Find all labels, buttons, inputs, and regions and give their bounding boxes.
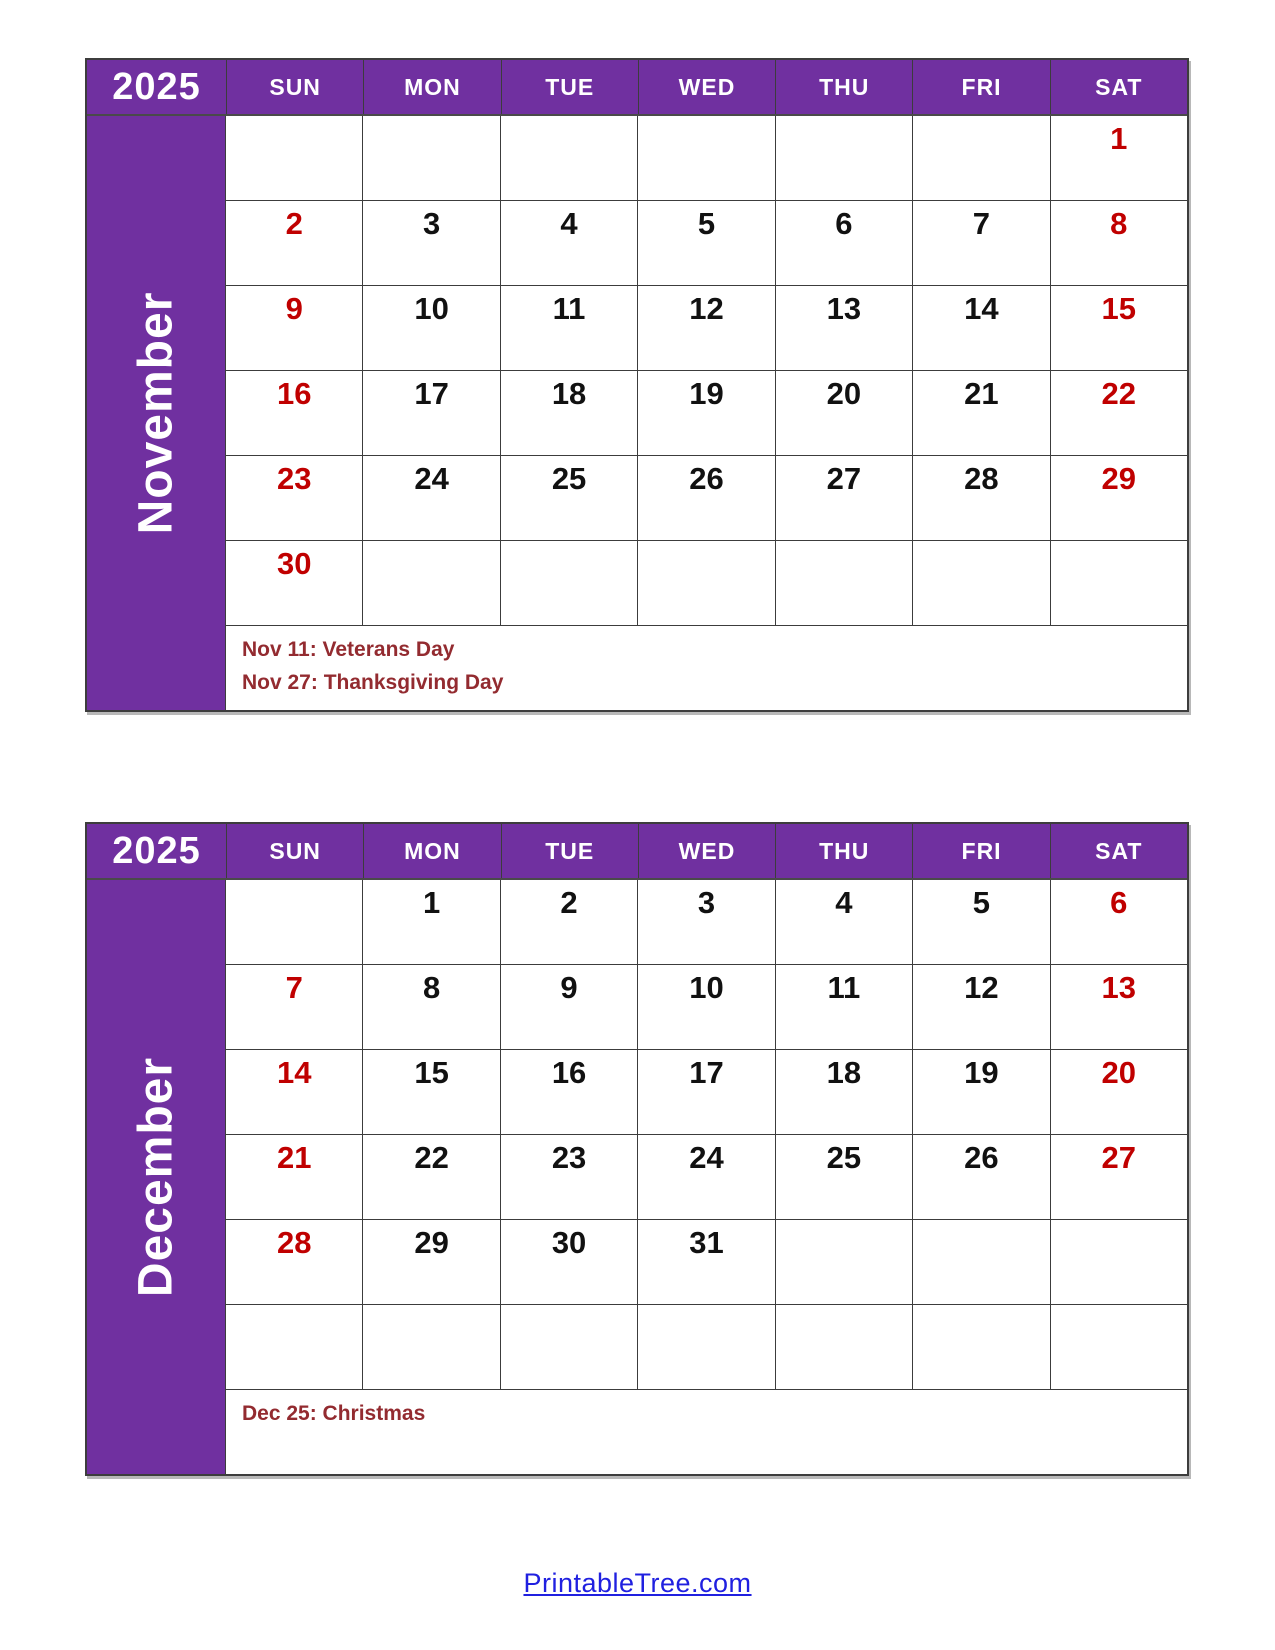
date-cell bbox=[776, 456, 913, 540]
date-cell bbox=[638, 371, 775, 455]
date-cell bbox=[363, 286, 500, 370]
date-cell bbox=[226, 201, 363, 285]
date-number: 18 bbox=[551, 376, 587, 411]
date-cell bbox=[226, 286, 363, 370]
date-number: 28 bbox=[964, 461, 999, 496]
date-cell bbox=[913, 1305, 1050, 1389]
date-number: 2 bbox=[285, 206, 303, 241]
date-number: 23 bbox=[551, 1140, 587, 1175]
date-number: 21 bbox=[276, 1140, 312, 1175]
week-row bbox=[226, 286, 1187, 371]
date-cell bbox=[363, 1135, 500, 1219]
date-number: 25 bbox=[551, 461, 587, 496]
date-number: 2 bbox=[560, 885, 578, 920]
date-cell bbox=[1051, 965, 1187, 1049]
date-cell bbox=[226, 116, 363, 200]
date-cell bbox=[1051, 201, 1187, 285]
date-cell bbox=[638, 880, 775, 964]
date-number: 30 bbox=[276, 546, 312, 581]
date-cell bbox=[913, 1050, 1050, 1134]
november-header-row bbox=[87, 60, 1187, 116]
date-cell bbox=[913, 456, 1050, 540]
date-number: 25 bbox=[826, 1140, 862, 1175]
week-row bbox=[226, 456, 1187, 541]
week-row bbox=[226, 1050, 1187, 1135]
date-number: 29 bbox=[414, 1225, 449, 1260]
date-number: 11 bbox=[827, 970, 861, 1005]
date-number: 23 bbox=[276, 461, 312, 496]
date-cell bbox=[913, 1220, 1050, 1304]
date-cell bbox=[638, 116, 775, 200]
date-cell bbox=[1051, 1220, 1187, 1304]
holiday-note: Dec 25: Christmas bbox=[242, 1402, 426, 1425]
date-cell bbox=[776, 371, 913, 455]
date-cell bbox=[363, 456, 500, 540]
date-cell bbox=[501, 1135, 638, 1219]
date-cell bbox=[638, 201, 775, 285]
date-cell bbox=[913, 116, 1050, 200]
date-cell bbox=[363, 201, 500, 285]
date-cell bbox=[776, 965, 913, 1049]
year-label: 2025 bbox=[112, 65, 201, 108]
month-label-november: November bbox=[129, 291, 183, 535]
date-cell bbox=[1051, 286, 1187, 370]
date-number: 12 bbox=[964, 970, 999, 1005]
date-number: 4 bbox=[835, 885, 853, 920]
day-header-fri: FRI bbox=[912, 60, 1049, 114]
november-holiday-notes bbox=[226, 626, 1187, 710]
date-number: 26 bbox=[964, 1140, 999, 1175]
date-number: 27 bbox=[826, 461, 862, 496]
day-header-wed: WED bbox=[638, 60, 775, 114]
date-number: 18 bbox=[826, 1055, 862, 1090]
december-grid bbox=[226, 880, 1187, 1474]
week-row bbox=[226, 201, 1187, 286]
day-header-thu: THU bbox=[775, 60, 912, 114]
date-cell bbox=[501, 880, 638, 964]
date-number: 24 bbox=[414, 461, 449, 496]
date-cell bbox=[913, 541, 1050, 625]
date-number: 19 bbox=[964, 1055, 999, 1090]
holiday-note: Nov 11: Veterans Day bbox=[242, 638, 455, 661]
date-cell bbox=[1051, 456, 1187, 540]
week-row bbox=[226, 1135, 1187, 1220]
date-cell bbox=[226, 965, 363, 1049]
date-cell bbox=[501, 456, 638, 540]
date-cell bbox=[638, 1050, 775, 1134]
date-cell bbox=[776, 1220, 913, 1304]
date-number: 1 bbox=[1110, 121, 1128, 156]
date-cell bbox=[776, 116, 913, 200]
date-cell bbox=[501, 116, 638, 200]
date-number: 5 bbox=[972, 885, 990, 920]
date-cell bbox=[638, 1220, 775, 1304]
day-header-sat: SAT bbox=[1050, 824, 1187, 878]
date-number: 15 bbox=[1101, 291, 1136, 326]
date-number: 1 bbox=[423, 885, 441, 920]
date-cell bbox=[363, 1050, 500, 1134]
date-cell bbox=[913, 201, 1050, 285]
day-header-thu: THU bbox=[775, 824, 912, 878]
day-header-sun: SUN bbox=[226, 824, 363, 878]
date-cell bbox=[1051, 1135, 1187, 1219]
calendar-november bbox=[85, 58, 1189, 712]
date-cell bbox=[501, 286, 638, 370]
date-number: 20 bbox=[826, 376, 862, 411]
date-cell bbox=[776, 286, 913, 370]
november-month-sidebar bbox=[87, 116, 226, 710]
date-cell bbox=[363, 965, 500, 1049]
december-body bbox=[87, 880, 1187, 1474]
page-footer bbox=[0, 1568, 1275, 1599]
week-row bbox=[226, 541, 1187, 626]
day-header-wed: WED bbox=[638, 824, 775, 878]
week-row bbox=[226, 1220, 1187, 1305]
date-cell bbox=[501, 201, 638, 285]
date-cell bbox=[501, 1220, 638, 1304]
december-header-row bbox=[87, 824, 1187, 880]
date-number: 6 bbox=[1110, 885, 1128, 920]
date-cell bbox=[1051, 1305, 1187, 1389]
date-cell bbox=[638, 965, 775, 1049]
date-number: 17 bbox=[414, 376, 449, 411]
week-row bbox=[226, 965, 1187, 1050]
date-cell bbox=[638, 286, 775, 370]
date-cell bbox=[501, 965, 638, 1049]
date-number: 8 bbox=[423, 970, 441, 1005]
date-number: 14 bbox=[276, 1055, 312, 1090]
december-holiday-notes bbox=[226, 1390, 1187, 1474]
date-cell bbox=[501, 541, 638, 625]
date-cell bbox=[638, 1135, 775, 1219]
date-cell bbox=[1051, 880, 1187, 964]
date-number: 27 bbox=[1101, 1140, 1136, 1175]
date-number: 15 bbox=[414, 1055, 449, 1090]
date-cell bbox=[776, 1050, 913, 1134]
year-label: 2025 bbox=[112, 829, 201, 872]
calendar-december bbox=[85, 822, 1189, 1476]
day-header-tue: TUE bbox=[501, 60, 638, 114]
date-cell bbox=[226, 371, 363, 455]
date-cell bbox=[226, 1135, 363, 1219]
date-cell bbox=[776, 541, 913, 625]
date-number: 9 bbox=[285, 291, 303, 326]
date-cell bbox=[501, 1305, 638, 1389]
date-cell bbox=[226, 880, 363, 964]
date-cell bbox=[363, 116, 500, 200]
date-cell bbox=[913, 1135, 1050, 1219]
date-cell bbox=[638, 541, 775, 625]
date-cell bbox=[913, 286, 1050, 370]
date-number: 26 bbox=[689, 461, 724, 496]
date-cell bbox=[226, 541, 363, 625]
date-number: 16 bbox=[551, 1055, 587, 1090]
week-row bbox=[226, 371, 1187, 456]
date-cell bbox=[363, 1305, 500, 1389]
date-number: 28 bbox=[276, 1225, 312, 1260]
date-cell bbox=[1051, 116, 1187, 200]
date-cell bbox=[226, 1220, 363, 1304]
december-month-sidebar bbox=[87, 880, 226, 1474]
date-number: 9 bbox=[560, 970, 578, 1005]
date-cell bbox=[363, 1220, 500, 1304]
holiday-note: Nov 27: Thanksgiving Day bbox=[242, 670, 504, 694]
date-number: 19 bbox=[689, 376, 724, 411]
date-number: 22 bbox=[414, 1140, 449, 1175]
date-number: 16 bbox=[276, 376, 312, 411]
date-number: 12 bbox=[689, 291, 724, 326]
date-cell bbox=[501, 371, 638, 455]
week-row bbox=[226, 116, 1187, 201]
footer-link[interactable]: PrintableTree.com bbox=[523, 1568, 752, 1598]
date-number: 21 bbox=[964, 376, 999, 411]
date-number: 4 bbox=[560, 206, 578, 241]
december-weeks bbox=[226, 880, 1187, 1390]
date-cell bbox=[913, 965, 1050, 1049]
day-header-mon: MON bbox=[363, 60, 500, 114]
november-weeks bbox=[226, 116, 1187, 626]
date-number: 7 bbox=[972, 206, 990, 241]
date-cell bbox=[776, 1305, 913, 1389]
date-cell bbox=[226, 1050, 363, 1134]
date-number: 29 bbox=[1101, 461, 1136, 496]
date-cell bbox=[226, 1305, 363, 1389]
november-grid bbox=[226, 116, 1187, 710]
date-number: 20 bbox=[1101, 1055, 1136, 1090]
date-number: 3 bbox=[697, 885, 716, 920]
day-header-fri: FRI bbox=[912, 824, 1049, 878]
date-number: 10 bbox=[414, 291, 449, 326]
date-number: 10 bbox=[689, 970, 724, 1005]
date-number: 22 bbox=[1101, 376, 1136, 411]
date-number: 11 bbox=[552, 291, 586, 326]
date-cell bbox=[638, 456, 775, 540]
date-number: 13 bbox=[826, 291, 862, 326]
date-cell bbox=[1051, 541, 1187, 625]
date-cell bbox=[776, 880, 913, 964]
date-cell bbox=[1051, 1050, 1187, 1134]
date-number: 7 bbox=[285, 970, 303, 1005]
date-cell bbox=[913, 880, 1050, 964]
date-cell bbox=[1051, 371, 1187, 455]
date-number: 3 bbox=[423, 206, 441, 241]
date-cell bbox=[363, 880, 500, 964]
date-number: 13 bbox=[1101, 970, 1136, 1005]
date-cell bbox=[226, 456, 363, 540]
november-body bbox=[87, 116, 1187, 710]
month-label-december: December bbox=[129, 1056, 183, 1298]
week-row bbox=[226, 880, 1187, 965]
date-number: 31 bbox=[689, 1225, 724, 1260]
date-cell bbox=[363, 371, 500, 455]
week-row bbox=[226, 1305, 1187, 1390]
day-header-sun: SUN bbox=[226, 60, 363, 114]
date-cell bbox=[363, 541, 500, 625]
date-number: 5 bbox=[697, 206, 716, 241]
date-cell bbox=[638, 1305, 775, 1389]
date-number: 30 bbox=[551, 1225, 587, 1260]
date-number: 6 bbox=[835, 206, 853, 241]
date-cell bbox=[913, 371, 1050, 455]
date-cell bbox=[501, 1050, 638, 1134]
day-header-sat: SAT bbox=[1050, 60, 1187, 114]
date-number: 17 bbox=[689, 1055, 724, 1090]
date-number: 14 bbox=[964, 291, 999, 326]
date-number: 24 bbox=[689, 1140, 724, 1175]
date-number: 8 bbox=[1110, 206, 1128, 241]
day-header-tue: TUE bbox=[501, 824, 638, 878]
date-cell bbox=[776, 201, 913, 285]
date-cell bbox=[776, 1135, 913, 1219]
day-header-mon: MON bbox=[363, 824, 500, 878]
